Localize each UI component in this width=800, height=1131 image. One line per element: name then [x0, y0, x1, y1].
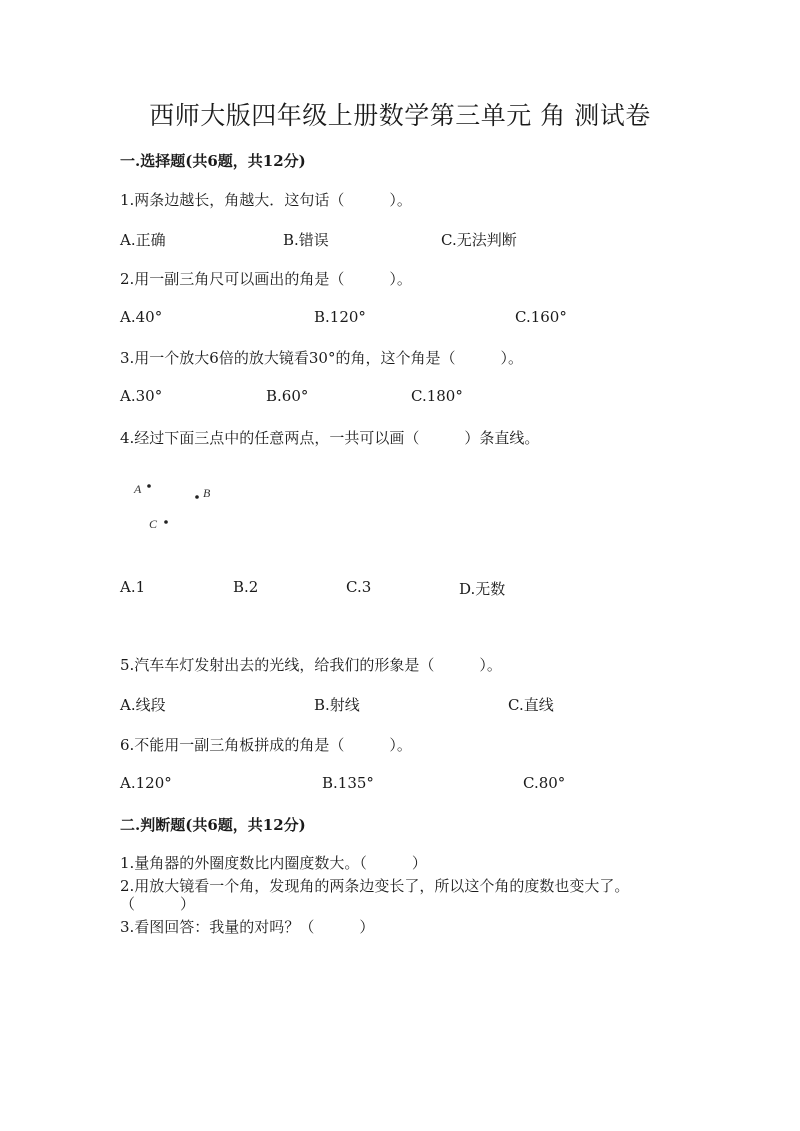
q1-option-b: B.错误 [283, 231, 329, 249]
three-points-figure [126, 478, 236, 538]
question-2: 2.用一副三角尺可以画出的角是（ ）。 [120, 270, 412, 288]
point-b-dot [195, 495, 199, 499]
section-heading-choice: 一.选择题(共6题，共12分) [120, 152, 306, 170]
q5-option-a: A.线段 [120, 696, 166, 714]
q5-option-c: C.直线 [508, 696, 554, 714]
point-c-dot [164, 520, 168, 524]
point-a-label: A [134, 482, 142, 496]
question-3: 3.用一个放大6倍的放大镜看30°的角，这个角是（ ）。 [120, 349, 523, 367]
q4-option-a: A.1 [120, 578, 146, 596]
q5-option-b: B.射线 [314, 696, 360, 714]
q2-option-a: A.40° [120, 308, 163, 326]
q4-option-c: C.3 [346, 578, 372, 596]
question-6: 6.不能用一副三角板拼成的角是（ ）。 [120, 736, 412, 754]
point-c-label: C [149, 517, 158, 531]
question-5: 5.汽车车灯发射出去的光线，给我们的形象是（ ）。 [120, 656, 502, 674]
question-1: 1.两条边越长，角越大．这句话（ ）。 [120, 191, 412, 209]
q3-option-b: B.60° [266, 387, 309, 405]
q6-option-a: A.120° [120, 774, 172, 792]
q6-option-c: C.80° [523, 774, 566, 792]
q4-option-d: D.无数 [459, 580, 506, 598]
question-4: 4.经过下面三点中的任意两点，一共可以画（ ）条直线。 [120, 429, 540, 447]
q2-option-c: C.160° [515, 308, 567, 326]
judgement-question-2: 2.用放大镜看一个角，发现角的两条边变长了，所以这个角的度数也变大了。 [120, 877, 630, 895]
page-title: 西师大版四年级上册数学第三单元 角 测试卷 [149, 101, 651, 130]
judgement-question-1: 1.量角器的外圈度数比内圈度数大。（ ） [120, 854, 427, 872]
judgement-question-2-blank: （ ） [120, 895, 196, 913]
q1-option-a: A.正确 [120, 231, 166, 249]
q1-option-c: C.无法判断 [441, 231, 517, 249]
q6-option-b: B.135° [322, 774, 374, 792]
section-heading-judgement: 二.判断题(共6题，共12分) [120, 816, 306, 834]
q4-option-b: B.2 [233, 578, 259, 596]
q2-option-b: B.120° [314, 308, 366, 326]
point-a-dot [147, 484, 151, 488]
point-b-label: B [203, 486, 211, 500]
judgement-question-3: 3.看图回答：我量的对吗？（ ） [120, 918, 375, 936]
q3-option-c: C.180° [411, 387, 463, 405]
q3-option-a: A.30° [120, 387, 163, 405]
